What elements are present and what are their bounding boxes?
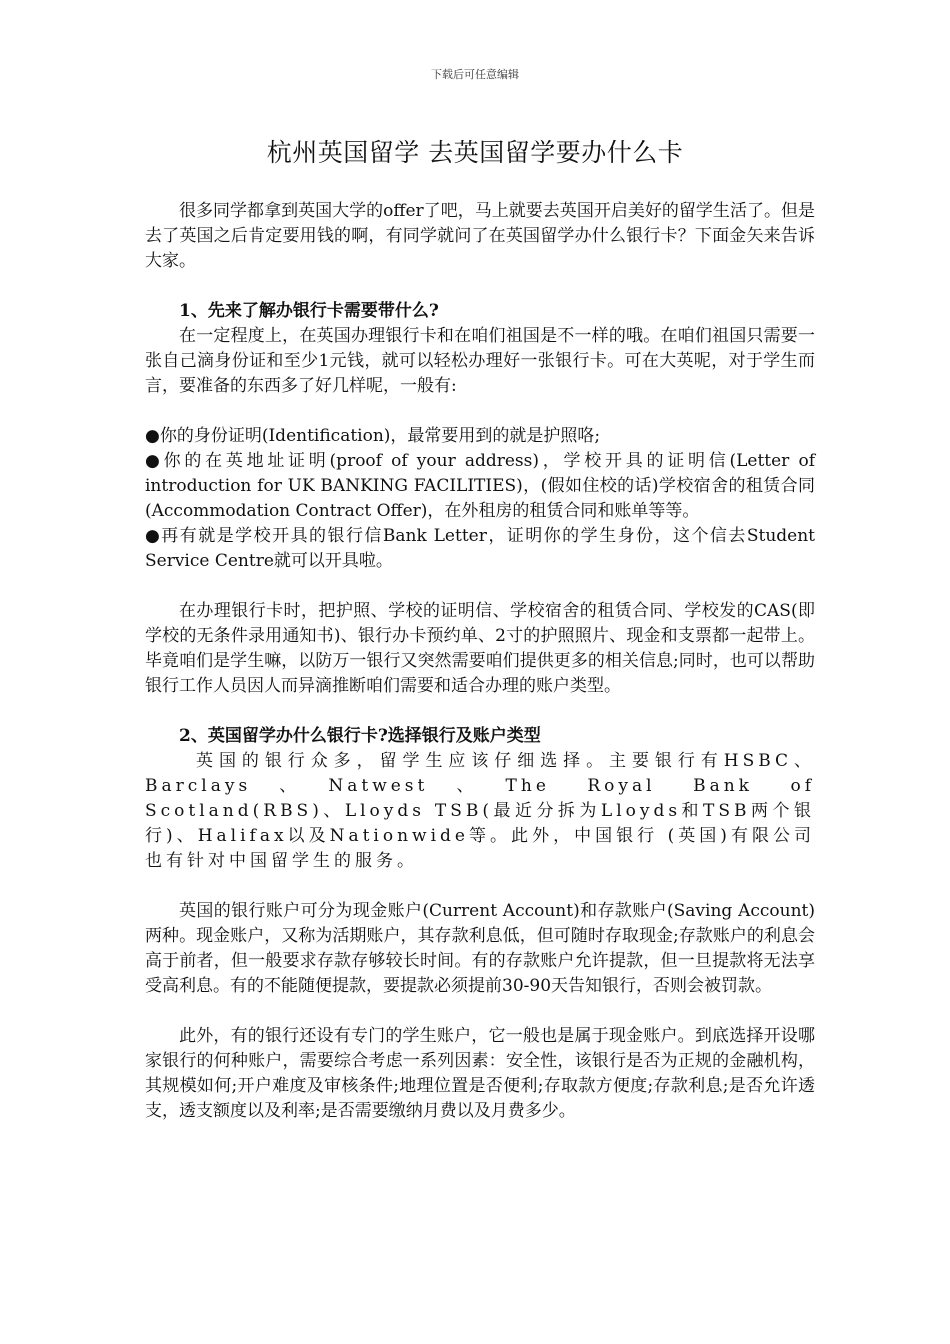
section1-paragraph: 在一定程度上，在英国办理银行卡和在咱们祖国是不一样的哦。在咱们祖国只需要一张自己滴身份证和至少1元钱，就可以轻松办理好一张银行卡。可在大英呢，对于学生而言，要准备的东西多了好几样呢，一般有: [145, 326, 815, 396]
bullet-item: ●你的身份证明(Identification)，最常要用到的就是护照咯; [145, 426, 601, 446]
bullet-item: ●你的在英地址证明(proof of your address)，学校开具的证明信(Letter of introduction for UK BANKING FACILITIES)，(假如住校的话)学校宿舍的租赁合同(Accommodation Contract Offer)，在外租房的租赁合同和账单等等。 [145, 451, 815, 521]
section2-paragraph: 英国的银行众多，留学生应该仔细选择。主要银行有HSBC、Barclays、Natwest、The Royal Bank of Scotland(RBS)、Lloyds TSB(最近分拆为Lloyds和TSB两个银行)、Halifax以及Nationwide等。此外，中国银行 (英国)有限公司也有针对中国留学生的服务。 [145, 751, 815, 871]
article-body [145, 199, 815, 1124]
section1-heading: 1、先来了解办银行卡需要带什么? [179, 301, 439, 321]
page-title: 杭州英国留学 去英国留学要办什么卡 [266, 138, 684, 167]
bullet-item: ●再有就是学校开具的银行信Bank Letter，证明你的学生身份，这个信去Student Service Centre就可以开具啦。 [145, 526, 815, 571]
intro-paragraph: 很多同学都拿到英国大学的offer了吧，马上就要去英国开启美好的留学生活了。但是去了英国之后肯定要用钱的啊，有同学就问了在英国留学办什么银行卡？下面金矢来告诉大家。 [145, 201, 815, 271]
section2-heading: 2、英国留学办什么银行卡?选择银行及账户类型 [179, 726, 541, 746]
header-note: 下载后可任意编辑 [431, 68, 519, 81]
section1-paragraph-2: 在办理银行卡时，把护照、学校的证明信、学校宿舍的租赁合同、学校发的CAS(即学校的无条件录用通知书)、银行办卡预约单、2寸的护照照片、现金和支票都一起带上。毕竟咱们是学生嘛，以防万一银行又突然需要咱们提供更多的相关信息;同时，也可以帮助银行工作人员因人而异滴推断咱们需要和适合办理的账户类型。 [145, 601, 815, 696]
section2-paragraph-3: 此外，有的银行还设有专门的学生账户，它一般也是属于现金账户。到底选择开设哪家银行的何种账户，需要综合考虑一系列因素：安全性，该银行是否为正规的金融机构，其规模如何;开户难度及审核条件;地理位置是否便利;存取款方便度;存款利息;是否允许透支，透支额度以及利率;是否需要缴纳月费以及月费多少。 [145, 1026, 815, 1121]
section2-paragraph-2: 英国的银行账户可分为现金账户(Current Account)和存款账户(Saving Account)两种。现金账户，又称为活期账户，其存款利息低，但可随时存取现金;存款账户的利息会高于前者，但一般要求存款存够较长时间。有的存款账户允许提款，但一旦提款将无法享受高利息。有的不能随便提款，要提款必须提前30-90天告知银行，否则会被罚款。 [145, 901, 815, 996]
